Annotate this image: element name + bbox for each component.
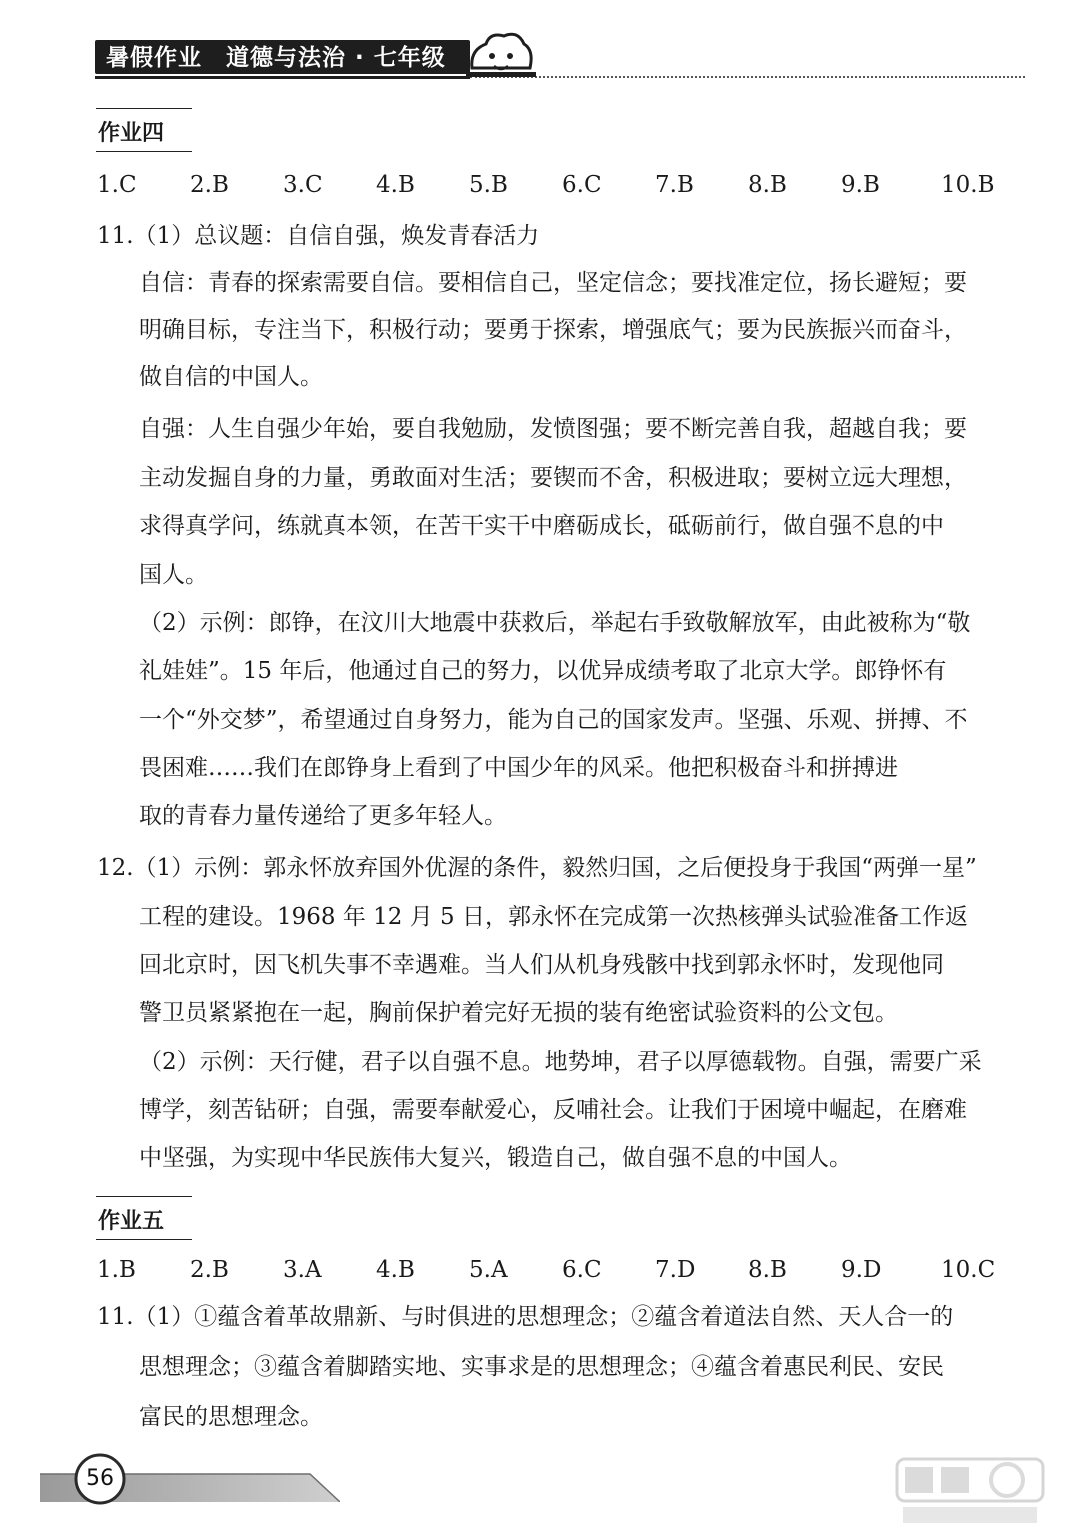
answer-line: 做自信的中国人。 — [139, 364, 323, 390]
choice-item: 4.B — [376, 1257, 415, 1283]
choice-item: 3.A — [283, 1257, 322, 1283]
answer-line: 工程的建设。1968 年 12 月 5 日，郭永怀在完成第一次热核弹头试验准备工作返 — [139, 904, 968, 930]
mascot-icon — [466, 28, 536, 80]
choice-item: 1.C — [97, 172, 137, 198]
answer-line: 自强：人生自强少年始，要自我勉励，发愤图强；要不断完善自我，超越自我；要 — [139, 416, 967, 442]
header-title: 暑假作业 道德与法治 · 七年级 — [106, 45, 446, 71]
header-dotted-rule — [470, 76, 1025, 78]
choice-item: 6.C — [562, 1257, 602, 1283]
choice-item: 5.A — [469, 1257, 508, 1283]
choice-item: 1.B — [97, 1257, 136, 1283]
answer-line: 求得真学问，练就真本领，在苦干实干中磨砺成长，砥砺前行，做自强不息的中 — [139, 513, 944, 539]
choice-item: 7.B — [655, 172, 694, 198]
answer-line: 取的青春力量传递给了更多年轻人。 — [139, 803, 507, 829]
choice-item: 10.C — [941, 1257, 996, 1283]
answer-line: 中坚强，为实现中华民族伟大复兴，锻造自己，做自强不息的中国人。 — [139, 1145, 852, 1171]
section-5-heading: 作业五 — [96, 1196, 192, 1240]
answer-line: 富民的思想理念。 — [139, 1404, 323, 1430]
choice-item: 3.C — [283, 172, 323, 198]
section-4-choice-row — [97, 170, 1017, 200]
choice-item: 6.C — [562, 172, 602, 198]
choice-item: 8.B — [748, 1257, 787, 1283]
answer-line: 11.（1）总议题：自信自强，焕发青春活力 — [97, 223, 540, 249]
section-4-heading: 作业四 — [96, 108, 192, 152]
watermark-logo — [895, 1455, 1045, 1530]
choice-item: 2.B — [190, 172, 229, 198]
choice-item: 5.B — [469, 172, 508, 198]
choice-item: 8.B — [748, 172, 787, 198]
page-number: 56 — [86, 1466, 114, 1491]
answer-line: 思想理念；③蕴含着脚踏实地、实事求是的思想理念；④蕴含着惠民利民、安民 — [139, 1354, 944, 1380]
answer-line: 礼娃娃”。15 年后，他通过自己的努力，以优异成绩考取了北京大学。郎铮怀有 — [139, 658, 947, 684]
answer-line: （2）示例：天行健，君子以自强不息。地势坤，君子以厚德载物。自强，需要广采 — [139, 1049, 982, 1075]
choice-item: 9.B — [841, 172, 880, 198]
answer-line: 一个“外交梦”，希望通过自身努力，能为自己的国家发声。坚强、乐观、拼搏、不 — [139, 707, 968, 733]
answer-line: 畏困难……我们在郎铮身上看到了中国少年的风采。他把积极奋斗和拼搏进 — [139, 755, 898, 781]
header-rule — [95, 76, 470, 79]
choice-item: 4.B — [376, 172, 415, 198]
answer-line: （2）示例：郎铮，在汶川大地震中获救后，举起右手致敬解放军，由此被称为“敬 — [139, 610, 971, 636]
answer-line: 11.（1）①蕴含着革故鼎新、与时俱进的思想理念；②蕴含着道法自然、天人合一的 — [97, 1304, 954, 1330]
choice-item: 9.D — [841, 1257, 882, 1283]
answer-line: 警卫员紧紧抱在一起，胸前保护着完好无损的装有绝密试验资料的公文包。 — [139, 1000, 898, 1026]
answer-line: 自信：青春的探索需要自信。要相信自己，坚定信念；要找准定位，扬长避短；要 — [139, 270, 967, 296]
answer-line: 12.（1）示例：郭永怀放弃国外优渥的条件，毅然归国，之后便投身于我国“两弹一星” — [97, 855, 977, 881]
answer-line: 主动发掘自身的力量，勇敢面对生活；要锲而不舍，积极进取；要树立远大理想， — [139, 465, 967, 491]
section-5-choice-row — [97, 1255, 1017, 1285]
answer-line: 明确目标，专注当下，积极行动；要勇于探索，增强底气；要为民族振兴而奋斗， — [139, 317, 967, 343]
choice-item: 2.B — [190, 1257, 229, 1283]
choice-item: 7.D — [655, 1257, 696, 1283]
answer-line: 国人。 — [139, 562, 208, 588]
answer-line: 博学，刻苦钻研；自强，需要奉献爱心，反哺社会。让我们于困境中崛起，在磨难 — [139, 1097, 967, 1123]
choice-item: 10.B — [941, 172, 995, 198]
answer-line: 回北京时，因飞机失事不幸遇难。当人们从机身残骸中找到郭永怀时，发现他同 — [139, 952, 944, 978]
